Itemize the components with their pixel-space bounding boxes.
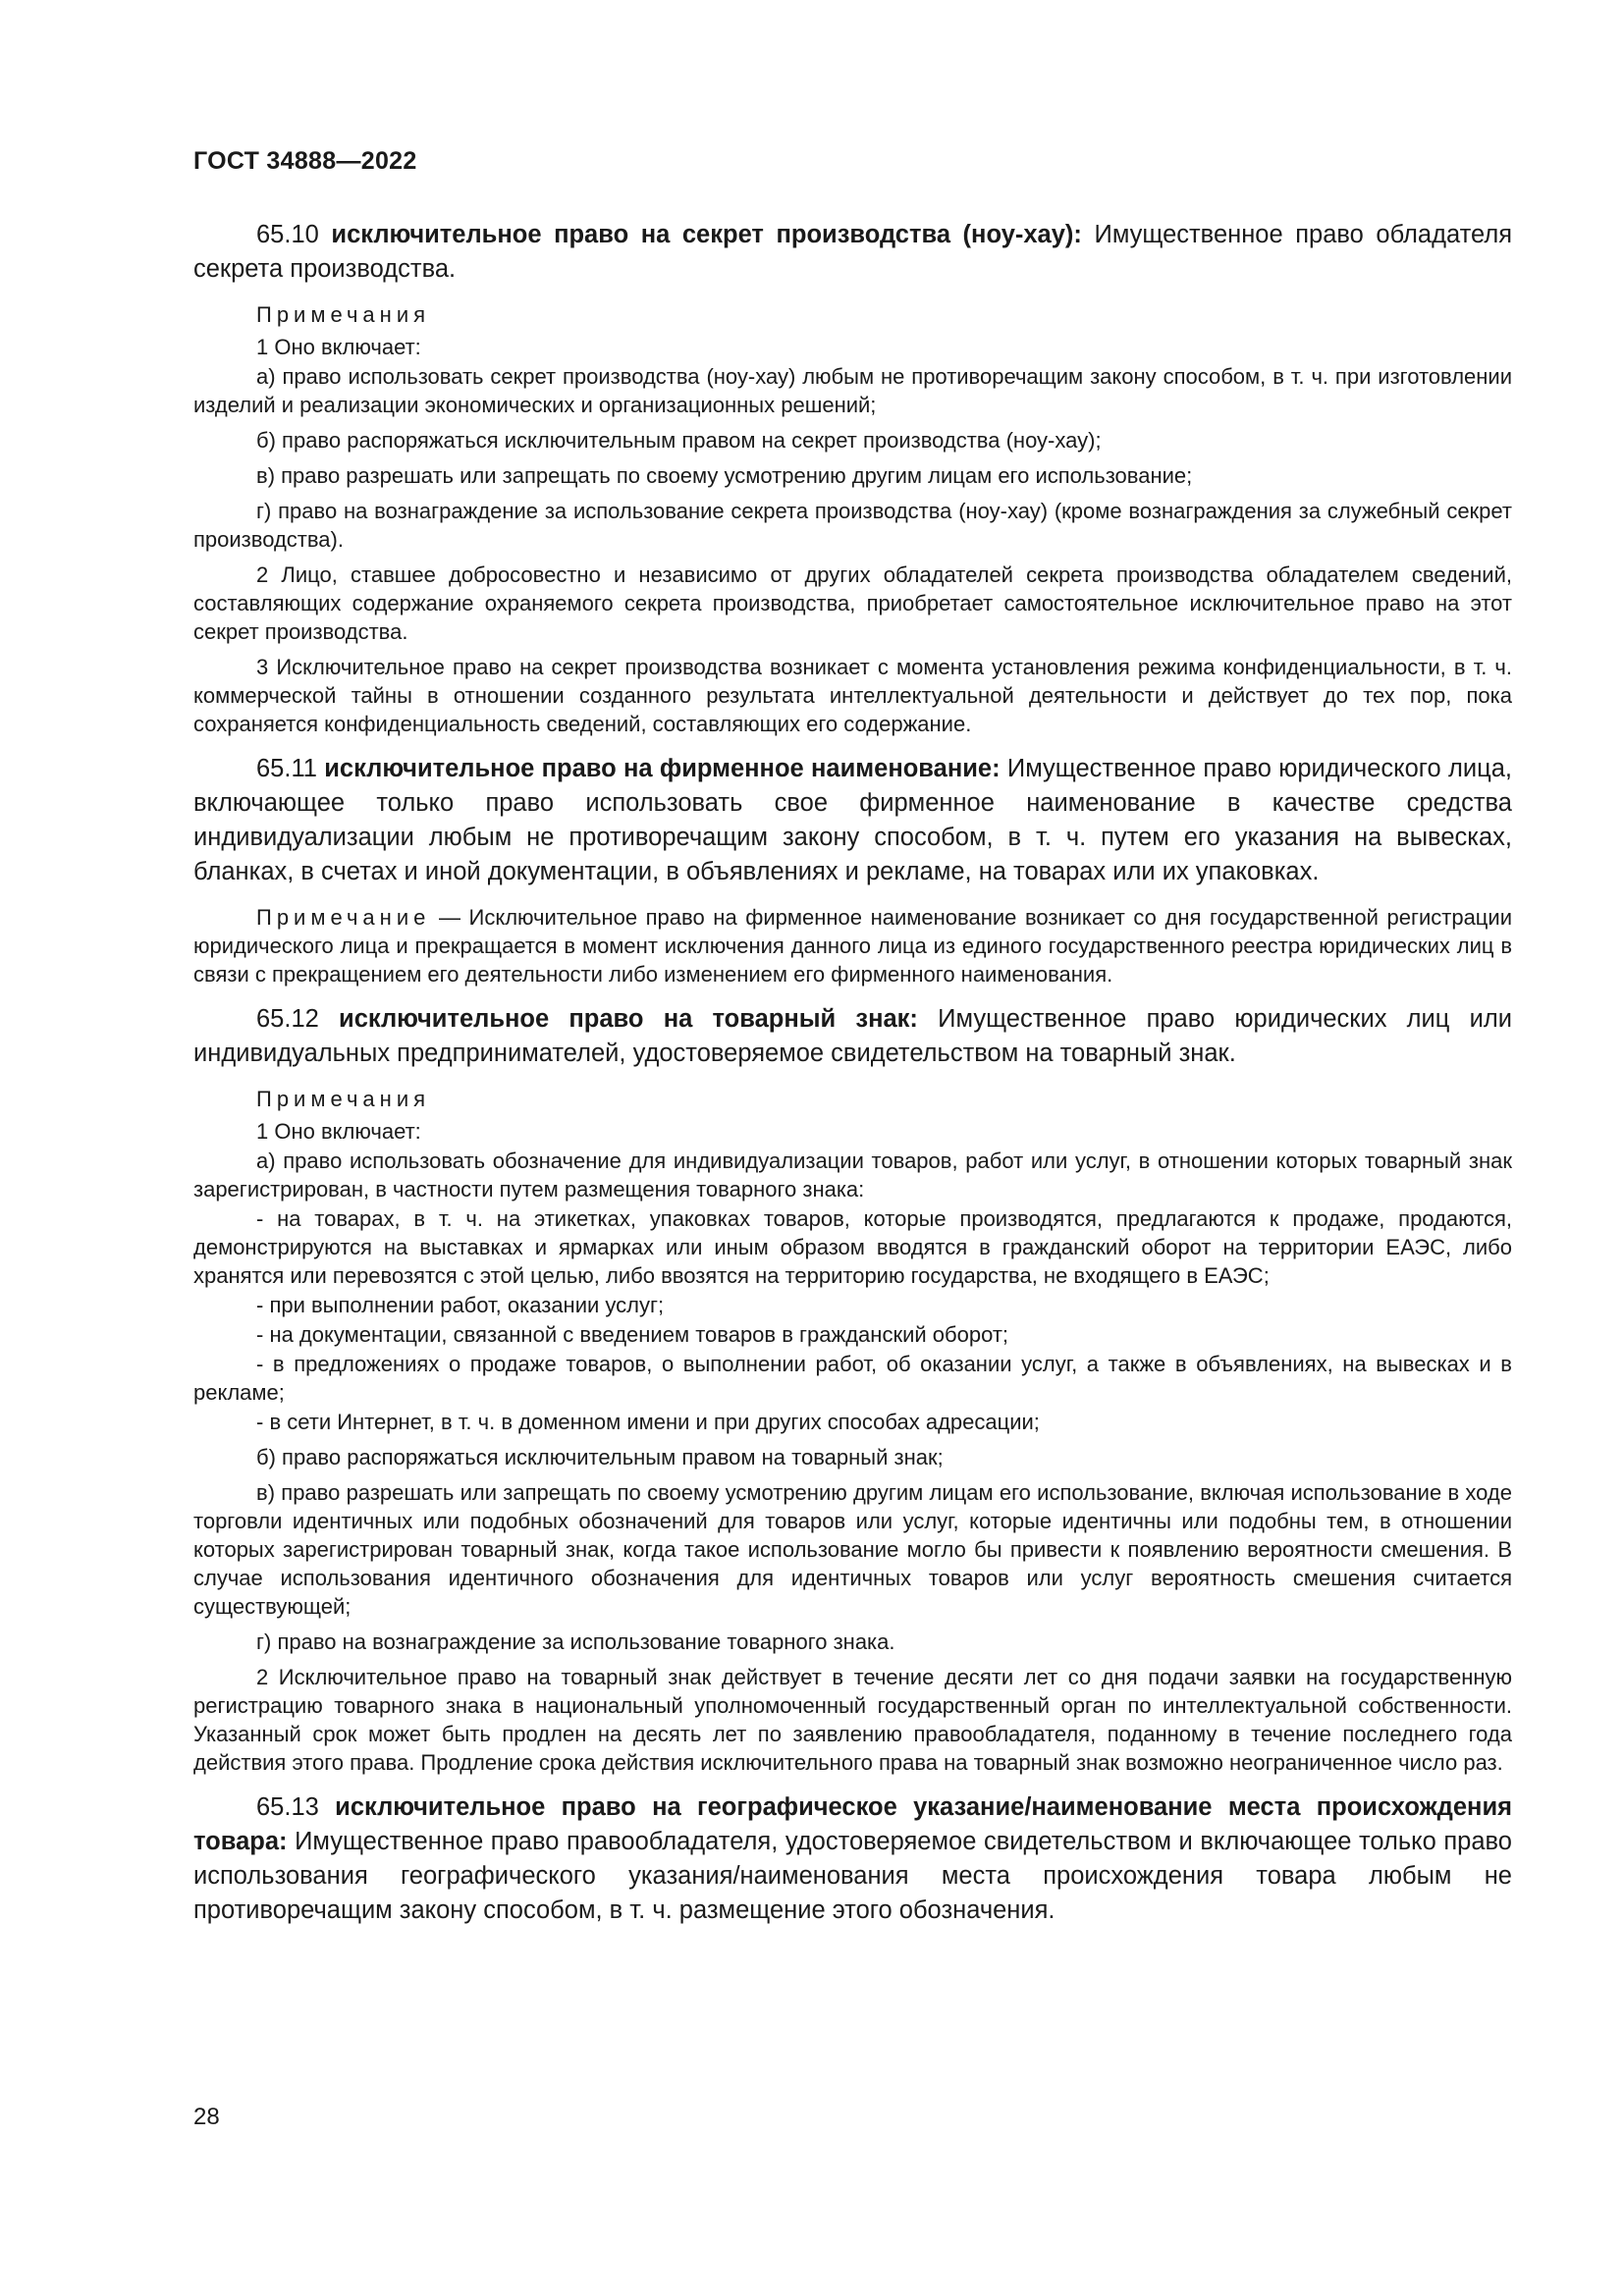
note-text: 1 Оно включает: [256,1119,421,1144]
entry-term: исключительное право на товарный знак: [339,1005,918,1033]
note-list-item: - в предложениях о продаже товаров, о выполнении работ, об оказании услуг, а также в объявлениях, на вывесках и в рекламе; [193,1352,1512,1405]
note-body: — Исключительное право на фирменное наименование возникает со дня государственной регистрации юридического лица и прекращается в момент исключения данного лица из единого государственного реестра юридических лиц в связи с прекращением его деятельности либо изменением его фирменного наименования. [193,905,1512,987]
notes-title: Примечания [256,302,431,327]
document-code-header: ГОСТ 34888—2022 [193,147,417,175]
note-title: Примечание [256,905,431,930]
note-text: а) право использовать секрет производства (ноу-хау) любым не противоречащим закону способом, в т. ч. при изготовлении изделий и реализации экономических и организационных решений; [193,364,1512,417]
note-list-item: - на товарах, в т. ч. на этикетках, упаковках товаров, которые производятся, предлагаются к продаже, продаются, демонстрируются на выставках и ярмарках или иным образом вводятся в гражданский оборот на территории ЕАЭС, либо хранятся или перевозятся с этой целью, либо ввозятся на территорию государства, не входящего в ЕАЭС; [193,1206,1512,1288]
term-entry-65-13 [193,1790,1512,1928]
term-entry-65-11 [193,752,1512,889]
page-number: 28 [193,2104,220,2130]
document-body [193,218,1512,1940]
note-text: в) право разрешать или запрещать по своему усмотрению другим лицам его использование; [256,463,1193,488]
entry-definition: Имущественное право обладателя секрета производства. [193,221,1513,283]
note-text [193,903,1512,988]
entry-number: 65.12 [256,1005,319,1033]
entry-number: 65.11 [256,755,317,782]
note-text: б) право распоряжаться исключительным правом на товарный знак; [256,1445,944,1469]
entry-definition: Имущественное право юридического лица, включающее только право использовать свое фирменное наименование в качестве средства индивидуализации любым не противоречащим закону способом, в т. ч. путем его указания на вывесках, бланках, в счетах и иной документации, в объявлениях и рекламе, на товарах или их упаковках. [193,755,1512,885]
note-text: 1 Оно включает: [256,335,421,359]
note-text: г) право на вознаграждение за использование секрета производства (ноу-хау) (кроме вознаграждения за служебный секрет производства). [193,499,1512,552]
entry-term: исключительное право на фирменное наименование: [324,755,1001,782]
note-list-item: - на документации, связанной с введением товаров в гражданский оборот; [256,1322,1009,1347]
term-entry-65-12 [193,1002,1512,1071]
term-entry-65-10 [193,218,1512,287]
entry-term: исключительное право на географическое указание/наименование места происхождения товара: [193,1793,1512,1855]
entry-number: 65.13 [256,1793,319,1821]
entry-definition: Имущественное право юридических лиц или индивидуальных предпринимателей, удостоверяемое свидетельством на товарный знак. [193,1005,1512,1067]
note-text: а) право использовать обозначение для индивидуализации товаров, работ или услуг, в отношении которых товарный знак зарегистрирован, в частности путем размещения товарного знака: [193,1148,1512,1201]
note-text: б) право распоряжаться исключительным правом на секрет производства (ноу-хау); [256,428,1102,453]
entry-definition: Имущественное право правообладателя, удостоверяемое свидетельством и включающее только право использования географического указания/наименования места происхождения товара любым не противоречащим закону способом, в т. ч. размещение этого обозначения. [193,1828,1512,1924]
note-text: 2 Лицо, ставшее добросовестно и независимо от других обладателей секрета производства обладателем сведений, составляющих содержание охраняемого секрета производства, приобретает самостоятельное исключительное право на этот секрет производства. [193,562,1512,644]
notes-title: Примечания [256,1087,431,1111]
entry-term: исключительное право на секрет производства (ноу-хау): [331,221,1082,248]
entry-number: 65.10 [256,221,319,248]
note-list-item: - при выполнении работ, оказании услуг; [256,1293,665,1317]
note-text: 3 Исключительное право на секрет производства возникает с момента установления режима конфиденциальности, в т. ч. коммерческой тайны в отношении созданного результата интеллектуальной деятельности и действует до тех пор, пока сохраняется конфиденциальность сведений, составляющих его содержание. [193,655,1512,736]
note-list-item: - в сети Интернет, в т. ч. в доменном имени и при других способах адресации; [256,1410,1040,1434]
note-text: 2 Исключительное право на товарный знак действует в течение десяти лет со дня подачи заявки на государственную регистрацию товарного знака в национальный уполномоченный государственный орган по интеллектуальной собственности. Указанный срок может быть продлен на десять лет по заявлению правообладателя, поданному в течение последнего года действия этого права. Продление срока действия исключительного права на товарный знак возможно неограниченное число раз. [193,1665,1512,1775]
note-text: в) право разрешать или запрещать по своему усмотрению другим лицам его использование, включая использование в ходе торговли идентичных или подобных обозначений для товаров или услуг, которые идентичны или подобны тем, в отношении которых зарегистрирован товарный знак, когда такое использование могло бы привести к появлению вероятности смешения. В случае использования идентичного обозначения для идентичных товаров или услуг вероятность смешения считается существующей; [193,1480,1512,1619]
note-text: г) право на вознаграждение за использование товарного знака. [256,1629,895,1654]
